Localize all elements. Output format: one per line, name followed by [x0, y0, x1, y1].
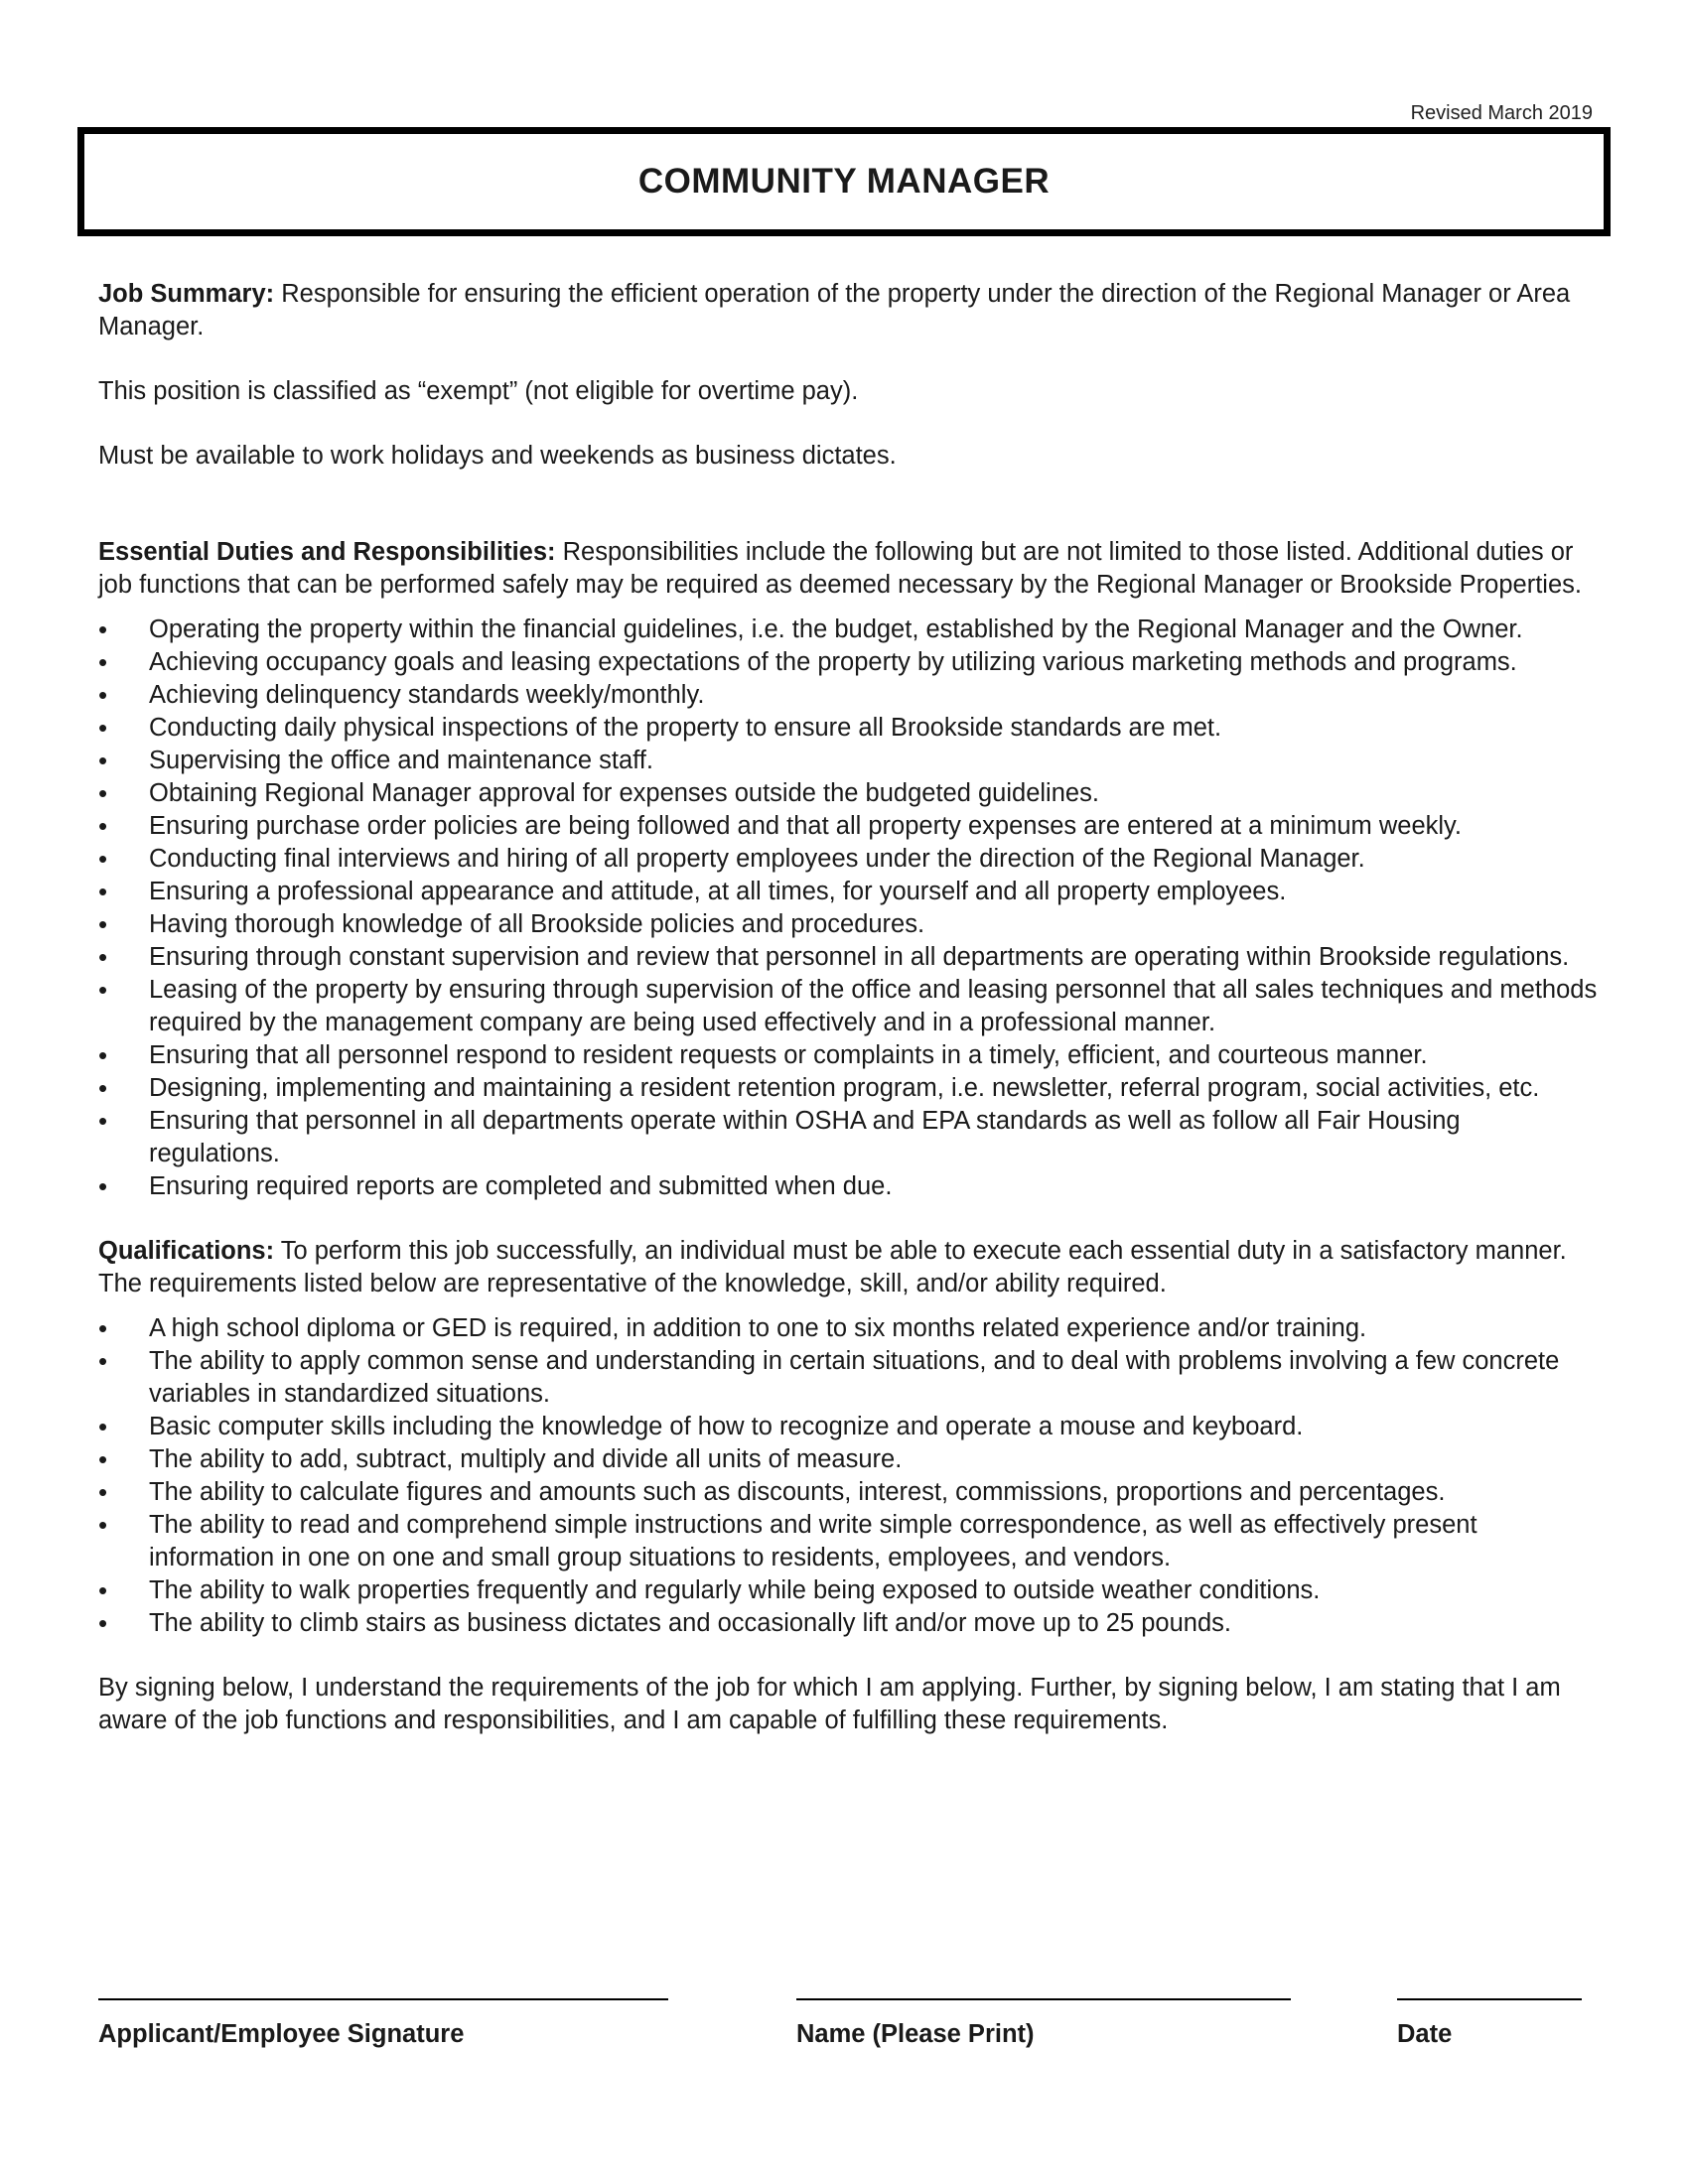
list-item: • The ability to read and comprehend simple instructions and write simple correspondence, as well as effectively present information in one on one and small group situations to residents, employees, and vendors.	[98, 1509, 1598, 1574]
job-summary-paragraph	[98, 278, 1598, 343]
essential-duties-paragraph	[98, 536, 1598, 602]
list-item: • The ability to add, subtract, multiply and divide all units of measure.	[98, 1443, 1598, 1476]
title-box	[77, 127, 1611, 236]
essential-duties-label: Essential Duties and Responsibilities:	[98, 538, 556, 566]
list-item: • Basic computer skills including the knowledge of how to recognize and operate a mouse and keyboard.	[98, 1411, 1598, 1443]
date-line[interactable]	[1397, 1998, 1582, 2000]
list-item: • Ensuring that personnel in all departments operate within OSHA and EPA standards as well as follow all Fair Housing regulations.	[98, 1105, 1598, 1170]
date-label: Date	[1397, 2020, 1453, 2048]
list-item: • Obtaining Regional Manager approval for expenses outside the budgeted guidelines.	[98, 777, 1598, 810]
list-item: • Designing, implementing and maintaining a resident retention program, i.e. newsletter, referral program, social activities, etc.	[98, 1072, 1598, 1105]
qualifications-label: Qualifications:	[98, 1237, 275, 1265]
list-item: • Ensuring through constant supervision and review that personnel in all departments are operating within Brookside regulations.	[98, 941, 1598, 974]
page-title: COMMUNITY MANAGER	[637, 162, 1051, 201]
list-item: • Leasing of the property by ensuring through supervision of the office and leasing personnel that all sales techniques and methods required by the management company are being used effectively and in a professional manner.	[98, 974, 1598, 1039]
list-item: • Supervising the office and maintenance staff.	[98, 745, 1598, 777]
availability-note: Must be available to work holidays and weekends as business dictates.	[98, 442, 897, 470]
list-item: • The ability to apply common sense and understanding in certain situations, and to deal with problems involving a few concrete variables in standardized situations.	[98, 1345, 1598, 1411]
list-item: • Ensuring required reports are completed and submitted when due.	[98, 1170, 1598, 1203]
list-item: • The ability to calculate figures and amounts such as discounts, interest, commissions, proportions and percentages.	[98, 1476, 1598, 1509]
list-item: • Ensuring purchase order policies are being followed and that all property expenses are entered at a minimum weekly.	[98, 810, 1598, 843]
name-line[interactable]	[796, 1998, 1291, 2000]
list-item: • Ensuring that all personnel respond to resident requests or complaints in a timely, efficient, and courteous manner.	[98, 1039, 1598, 1072]
list-item: • Achieving delinquency standards weekly/monthly.	[98, 679, 1598, 712]
essential-duties-list	[98, 614, 1598, 1203]
acknowledgement-statement: By signing below, I understand the requirements of the job for which I am applying. Further, by signing below, I am stating that I am aware of the job functions and responsibilities, and I am capable of fulfilling these requirements.	[98, 1674, 1561, 1734]
list-item: • Having thorough knowledge of all Brookside policies and procedures.	[98, 908, 1598, 941]
job-summary-text: Responsible for ensuring the efficient operation of the property under the direction of the Regional Manager or Area Manager.	[98, 280, 1571, 341]
list-item: • The ability to walk properties frequently and regularly while being exposed to outside weather conditions.	[98, 1574, 1598, 1607]
essential-duties-text: Responsibilities include the following but are not limited to those listed. Additional duties or job functions that can be performed safely may be required as deemed necessary by the Regional Manager or Brookside Properties.	[98, 538, 1582, 599]
signature-line[interactable]	[98, 1998, 668, 2000]
list-item: • Conducting final interviews and hiring of all property employees under the direction of the Regional Manager.	[98, 843, 1598, 876]
qualifications-paragraph	[98, 1235, 1598, 1300]
qualifications-list	[98, 1312, 1598, 1640]
signature-label: Applicant/Employee Signature	[98, 2020, 465, 2048]
document-body	[98, 278, 1598, 1737]
revision-date: Revised March 2019	[1410, 102, 1593, 124]
job-summary-label: Job Summary:	[98, 280, 275, 308]
qualifications-text: To perform this job successfully, an individual must be able to execute each essential duty in a satisfactory manner. The requirements listed below are representative of the knowledge, skill, and/or ability required.	[98, 1237, 1567, 1297]
list-item: • Conducting daily physical inspections of the property to ensure all Brookside standards are met.	[98, 712, 1598, 745]
list-item: • Achieving occupancy goals and leasing expectations of the property by utilizing various marketing methods and programs.	[98, 646, 1598, 679]
list-item: • Ensuring a professional appearance and attitude, at all times, for yourself and all property employees.	[98, 876, 1598, 908]
list-item: • Operating the property within the financial guidelines, i.e. the budget, established by the Regional Manager and the Owner.	[98, 614, 1598, 646]
exempt-classification: This position is classified as “exempt” (not eligible for overtime pay).	[98, 377, 859, 405]
list-item: • A high school diploma or GED is required, in addition to one to six months related experience and/or training.	[98, 1312, 1598, 1345]
name-label: Name (Please Print)	[796, 2020, 1035, 2048]
list-item: • The ability to climb stairs as business dictates and occasionally lift and/or move up to 25 pounds.	[98, 1607, 1598, 1640]
